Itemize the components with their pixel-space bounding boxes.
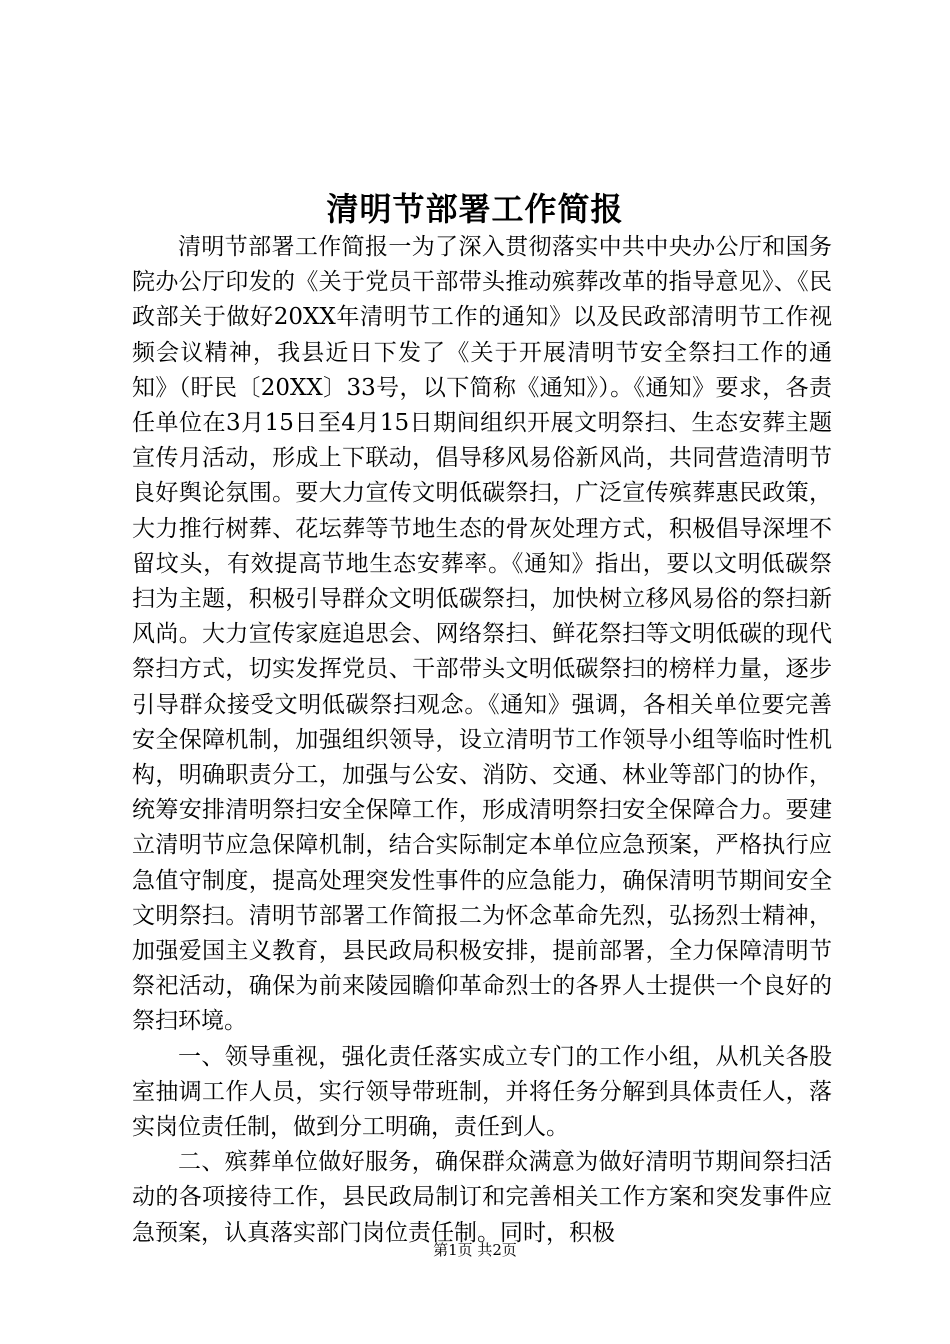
paragraph-3: 二、殡葬单位做好服务，确保群众满意为做好清明节期间祭扫活动的各项接待工作，县民政局制订和完善相关工作方案和突发事件应急预案，认真落实部门岗位责任制。同时，积极 [132, 1149, 832, 1246]
paragraph-1: 清明节部署工作简报一为了深入贯彻落实中共中央办公厅和国务院办公厅印发的《关于党员干部带头推动殡葬改革的指导意见》、《民政部关于做好20XX年清明节工作的通知》以及民政部清明节工作视频会议精神，我县近日下发了《关于开展清明节安全祭扫工作的通知》（盱民〔20XX〕33号，以下简称《通知》）。《通知》要求，各责任单位在3月15日至4月15日期间组织开展文明祭扫、生态安葬主题宣传月活动，形成上下联动，倡导移风易俗新风尚，共同营造清明节良好舆论氛围。要大力宣传文明低碳祭扫，广泛宣传殡葬惠民政策，大力推行树葬、花坛葬等节地生态的骨灰处理方式，积极倡导深埋不留坟头，有效提高节地生态安葬率。《通知》指出，要以文明低碳祭扫为主题，积极引导群众文明低碳祭扫，加快树立移风易俗的祭扫新风尚。大力宣传家庭追思会、网络祭扫、鲜花祭扫等文明低碳的现代祭扫方式，切实发挥党员、干部带头文明低碳祭扫的榜样力量，逐步引导群众接受文明低碳祭扫观念。《通知》强调，各相关单位要完善安全保障机制，加强组织领导，设立清明节工作领导小组等临时性机构，明确职责分工，加强与公安、消防、交通、林业等部门的协作，统筹安排清明祭扫安全保障工作，形成清明祭扫安全保障合力。要建立清明节应急保障机制，结合实际制定本单位应急预案，严格执行应急值守制度，提高处理突发性事件的应急能力，确保清明节期间安全文明祭扫。清明节部署工作简报二为怀念革命先烈，弘扬烈士精神，加强爱国主义教育，县民政局积极安排，提前部署，全力保障清明节祭祀活动，确保为前来陵园瞻仰革命烈士的各界人士提供一个良好的祭扫环境。 [132, 234, 832, 1035]
paragraph-2: 一、领导重视，强化责任落实成立专门的工作小组，从机关各股室抽调工作人员，实行领导带班制，并将任务分解到具体责任人，落实岗位责任制，做到分工明确，责任到人。 [132, 1043, 832, 1141]
document-title: 清明节部署工作简报 [326, 190, 624, 228]
document-body [132, 230, 832, 1251]
page-footer: 第1页 共2页 [433, 1241, 517, 1259]
